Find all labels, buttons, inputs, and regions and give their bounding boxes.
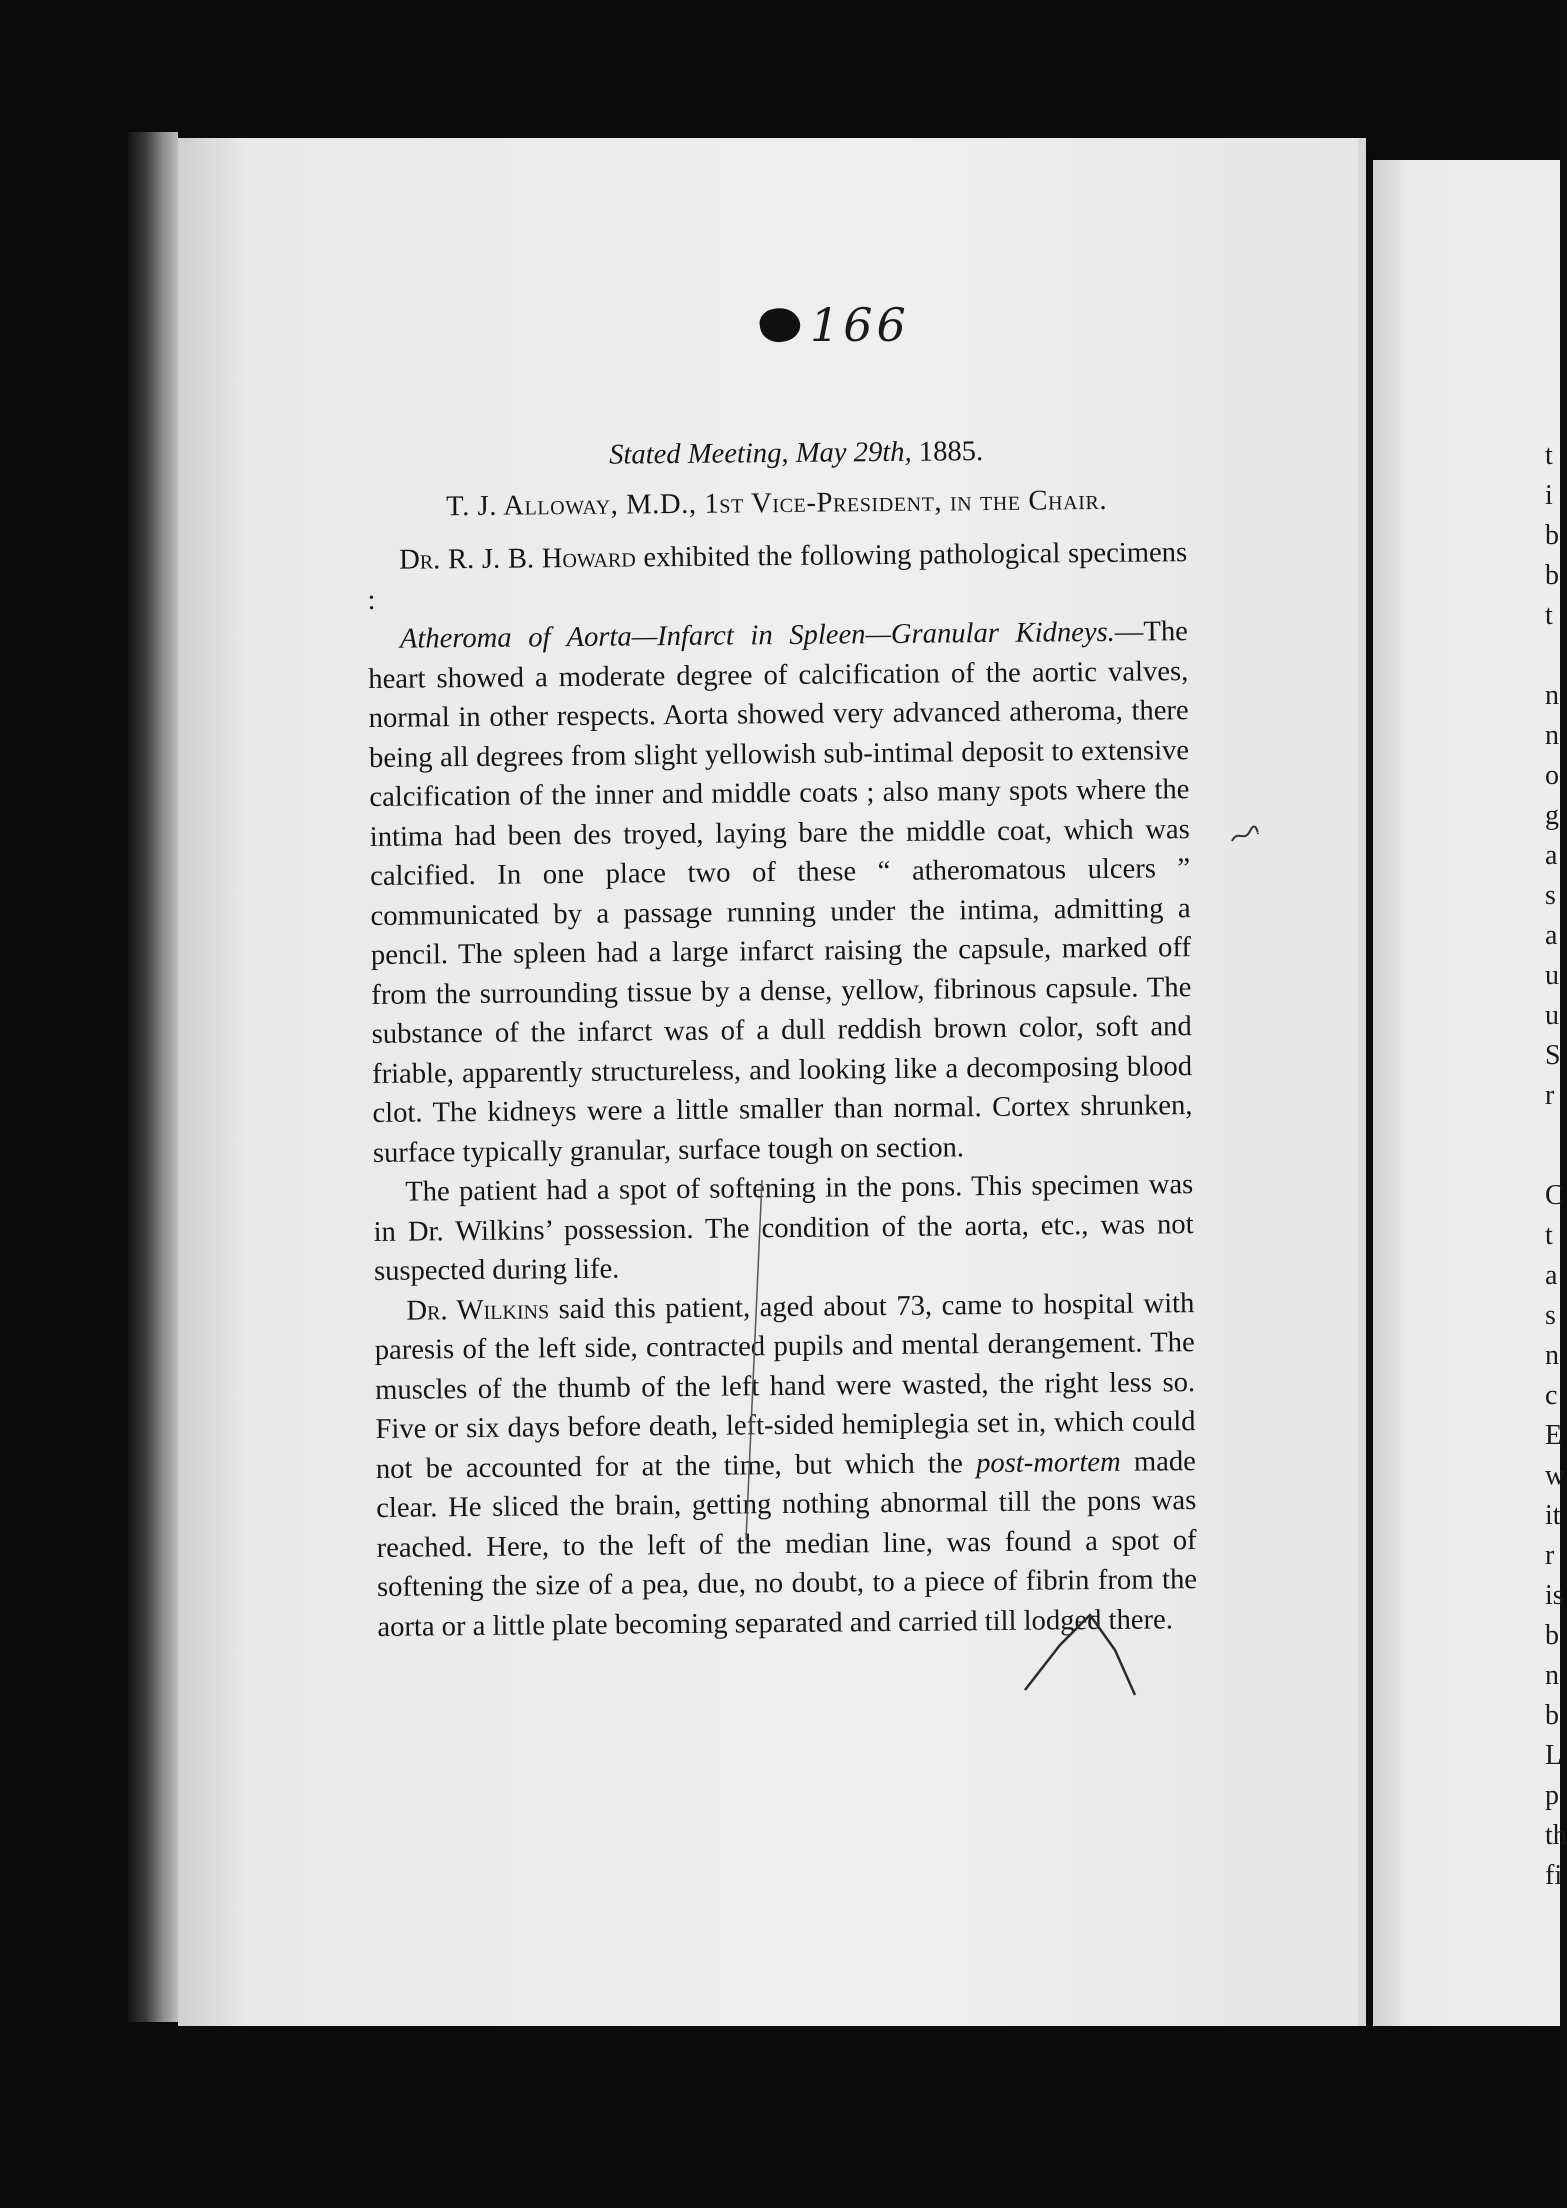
pencil-mark-stroke (740, 1180, 770, 1540)
facing-page-text (1545, 440, 1567, 1891)
facing-fragment: a (1545, 1260, 1558, 1291)
paragraph-2-text: —The heart showed a moderate degree of calcification of the aortic valves, normal in other respects. Aorta showed very advanced atheroma, there being all degrees from slight yellowish sub-intimal deposit to extensive calcification of the inner and middle coats ; also many spots where the intima had been des troyed, laying bare the middle coat, which was calcified. In one place two of these “ atheromatous ulcers ” communicated by a passage running under the intima, admitting a pencil. The spleen had a large infarct raising the capsule, marked off from the surrounding tissue by a dense, yellow, fibrinous capsule. The substance of the infarct was of a dull reddish brown color, soft and friable, apparently structureless, and looking like a decomposing blood clot. The kidneys were a little smaller than normal. Cortex shrunken, surface typically granular, surface tough on section. (368, 616, 1193, 1169)
facing-fragment: g (1545, 800, 1559, 831)
ink-blot (757, 305, 802, 345)
facing-fragment: t (1545, 600, 1553, 631)
meeting-year: 1885. (918, 436, 984, 468)
paragraph-4-text-before: said this patient, aged about 73, came to hospital with paresis of the left side, contracted pupils and mental derangement. The muscles of the thumb of the left hand were wasted, the right less so. Five or six days before death, left-sided hemiplegia set in, which could not be accounted for at the time, but which the (374, 1287, 1196, 1485)
facing-fragment: s (1545, 1300, 1556, 1331)
facing-fragment: b (1545, 1620, 1559, 1651)
facing-fragment: fi (1545, 1860, 1563, 1891)
meeting-heading-text: Stated Meeting, May 29th, (608, 436, 912, 471)
pencil-mark-margin (1230, 825, 1260, 845)
facing-fragment: b (1545, 560, 1559, 591)
facing-fragment: n (1545, 720, 1559, 751)
specimen-title: Atheroma of Aorta—Infarct in Spleen—Granular Kidneys. (399, 616, 1115, 655)
facing-fragment: c (1545, 1380, 1558, 1411)
facing-fragment: L (1545, 1740, 1563, 1771)
paragraph-1 (367, 533, 1188, 620)
speaker-howard: Dr. R. J. B. Howard (399, 542, 636, 576)
facing-page (1373, 160, 1563, 2026)
facing-fragment: r (1545, 1080, 1555, 1111)
book-spine (128, 132, 178, 2022)
gutter-shadow (1366, 150, 1373, 2026)
facing-fragment: u (1545, 960, 1559, 991)
chair-line: T. J. Alloway, M.D., 1st Vice-President, in the Chair. (446, 484, 1108, 522)
facing-fragment: a (1545, 840, 1558, 871)
meeting-heading (366, 430, 1186, 477)
post-mortem-italic: post-mortem (975, 1446, 1121, 1479)
facing-fragment: t (1545, 440, 1553, 471)
facing-fragment: s (1545, 880, 1556, 911)
page-number (760, 290, 910, 360)
facing-fragment: o (1545, 760, 1559, 791)
paragraph-1-text: exhibited the following pathological specimens : (367, 537, 1188, 616)
facing-fragment: th (1545, 1820, 1567, 1851)
paragraph-2 (368, 612, 1193, 1173)
facing-fragment: b (1545, 520, 1559, 551)
paragraph-4 (374, 1284, 1197, 1647)
pencil-mark-checkmark (1020, 1595, 1160, 1705)
facing-fragment: E (1545, 1420, 1563, 1451)
facing-fragment: r (1545, 1540, 1555, 1571)
facing-fragment: is (1545, 1580, 1564, 1611)
page-number-text: 166 (810, 298, 910, 352)
facing-fragment: w (1545, 1460, 1566, 1491)
page-gutter (1358, 138, 1366, 2026)
facing-fragment: p (1545, 1780, 1559, 1811)
facing-fragment: u (1545, 1000, 1559, 1031)
speaker-wilkins: Dr. Wilkins (406, 1293, 550, 1327)
facing-fragment: it (1545, 1500, 1561, 1531)
facing-fragment: t (1545, 1220, 1553, 1251)
text-block (366, 430, 1198, 1647)
facing-fragment: S (1545, 1040, 1561, 1071)
paragraph-3-text: The patient had a spot of softening in the pons. This specimen was in Dr. Wilkins’ possession. The condition of the aorta, etc., was not suspected during life. (373, 1169, 1194, 1287)
facing-fragment: i (1545, 480, 1553, 511)
facing-fragment: b (1545, 1700, 1559, 1731)
facing-fragment: n (1545, 1340, 1559, 1371)
paragraph-3 (373, 1165, 1194, 1291)
paragraph-4-text-after: made clear. He sliced the brain, getting nothing abnormal till the pons was reached. Here, to the left of the median line, was found a spot of softening the size of a pea, due, no doubt, to a piece of fibrin from the aorta or a little plate becoming separated and carried till lodged there. (376, 1445, 1198, 1643)
facing-fragment: C (1545, 1180, 1564, 1211)
facing-fragment: a (1545, 920, 1558, 951)
facing-fragment: n (1545, 1660, 1559, 1691)
facing-fragment: n (1545, 680, 1559, 711)
